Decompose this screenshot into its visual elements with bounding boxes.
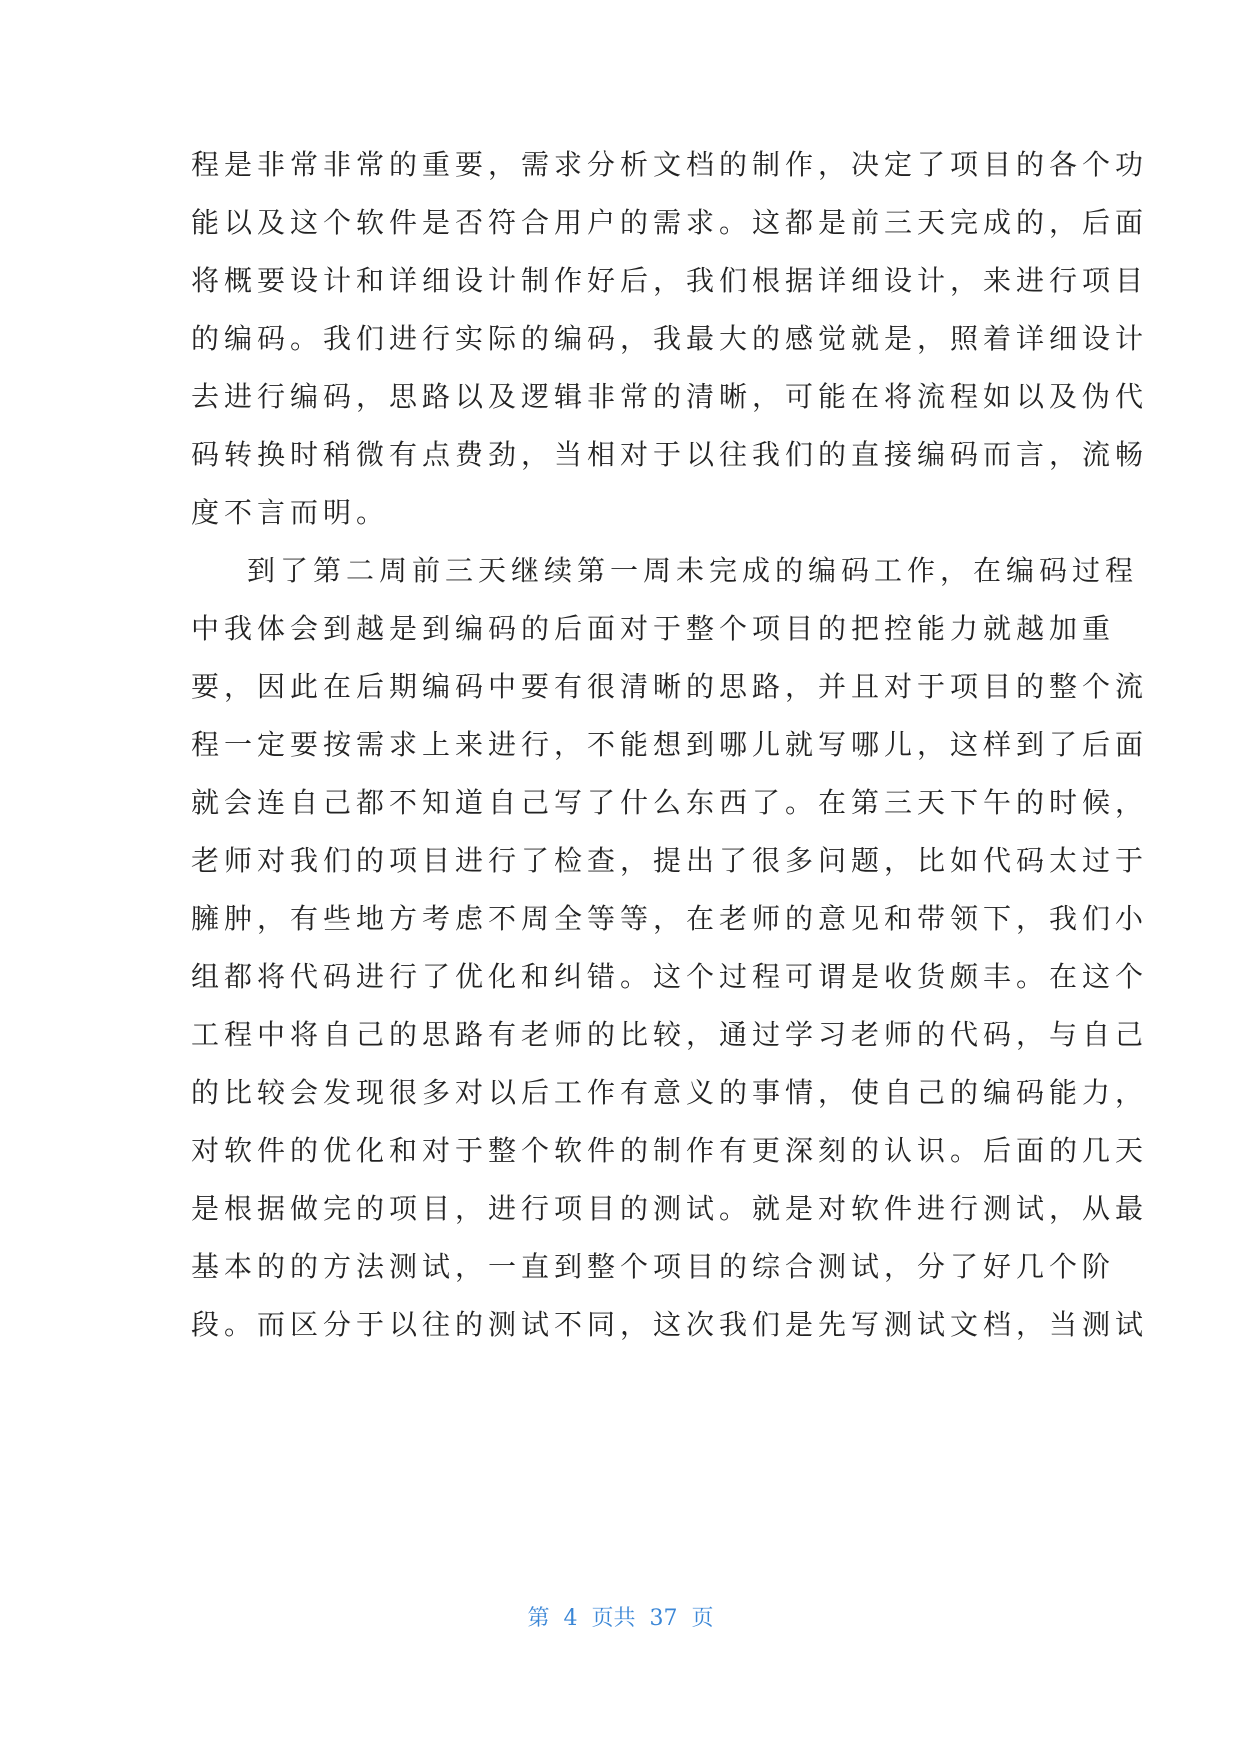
paragraph-2-line-1: 到了第二周前三天继续第一周未完成的编码工作，在编码过程 bbox=[247, 554, 1139, 587]
paragraph-1-line-4: 的编码。我们进行实际的编码，我最大的感觉就是，照着详细设计 bbox=[191, 322, 1149, 355]
paragraph-2-line-3: 要，因此在后期编码中要有很清晰的思路，并且对于项目的整个流 bbox=[191, 670, 1149, 703]
paragraph-2-line-7: 臃肿，有些地方考虑不周全等等，在老师的意见和带领下，我们小 bbox=[191, 902, 1149, 935]
paragraph-1-line-1: 程是非常非常的重要，需求分析文档的制作，决定了项目的各个功 bbox=[191, 148, 1149, 181]
paragraph-2-line-2: 中我体会到越是到编码的后面对于整个项目的把控能力就越加重 bbox=[191, 612, 1116, 645]
paragraph-1-line-3: 将概要设计和详细设计制作好后，我们根据详细设计，来进行项目 bbox=[191, 264, 1149, 297]
paragraph-2-line-5: 就会连自己都不知道自己写了什么东西了。在第三天下午的时候， bbox=[191, 786, 1149, 819]
paragraph-1-line-6: 码转换时稍微有点费劲，当相对于以往我们的直接编码而言，流畅 bbox=[191, 438, 1149, 471]
paragraph-2-line-6: 老师对我们的项目进行了检查，提出了很多问题，比如代码太过于 bbox=[191, 844, 1149, 877]
paragraph-2-line-8: 组都将代码进行了优化和纠错。这个过程可谓是收货颇丰。在这个 bbox=[191, 960, 1149, 993]
paragraph-1-line-5: 去进行编码，思路以及逻辑非常的清晰，可能在将流程如以及伪代 bbox=[191, 380, 1149, 413]
paragraph-1-line-2: 能以及这个软件是否符合用户的需求。这都是前三天完成的，后面 bbox=[191, 206, 1149, 239]
page-number-footer: 第 4 页共 37 页 bbox=[527, 1606, 714, 1631]
paragraph-2-line-11: 对软件的优化和对于整个软件的制作有更深刻的认识。后面的几天 bbox=[191, 1134, 1149, 1167]
paragraph-2-line-4: 程一定要按需求上来进行，不能想到哪儿就写哪儿，这样到了后面 bbox=[191, 728, 1149, 761]
paragraph-2-line-14: 段。而区分于以往的测试不同，这次我们是先写测试文档，当测试 bbox=[191, 1308, 1149, 1341]
paragraph-2-line-9: 工程中将自己的思路有老师的比较，通过学习老师的代码，与自己 bbox=[191, 1018, 1149, 1051]
paragraph-2-line-13: 基本的的方法测试，一直到整个项目的综合测试，分了好几个阶 bbox=[191, 1250, 1116, 1283]
paragraph-2-line-10: 的比较会发现很多对以后工作有意义的事情，使自己的编码能力， bbox=[191, 1076, 1149, 1109]
paragraph-1-line-7: 度不言而明。 bbox=[191, 496, 390, 529]
paragraph-2-line-12: 是根据做完的项目，进行项目的测试。就是对软件进行测试，从最 bbox=[191, 1192, 1149, 1225]
